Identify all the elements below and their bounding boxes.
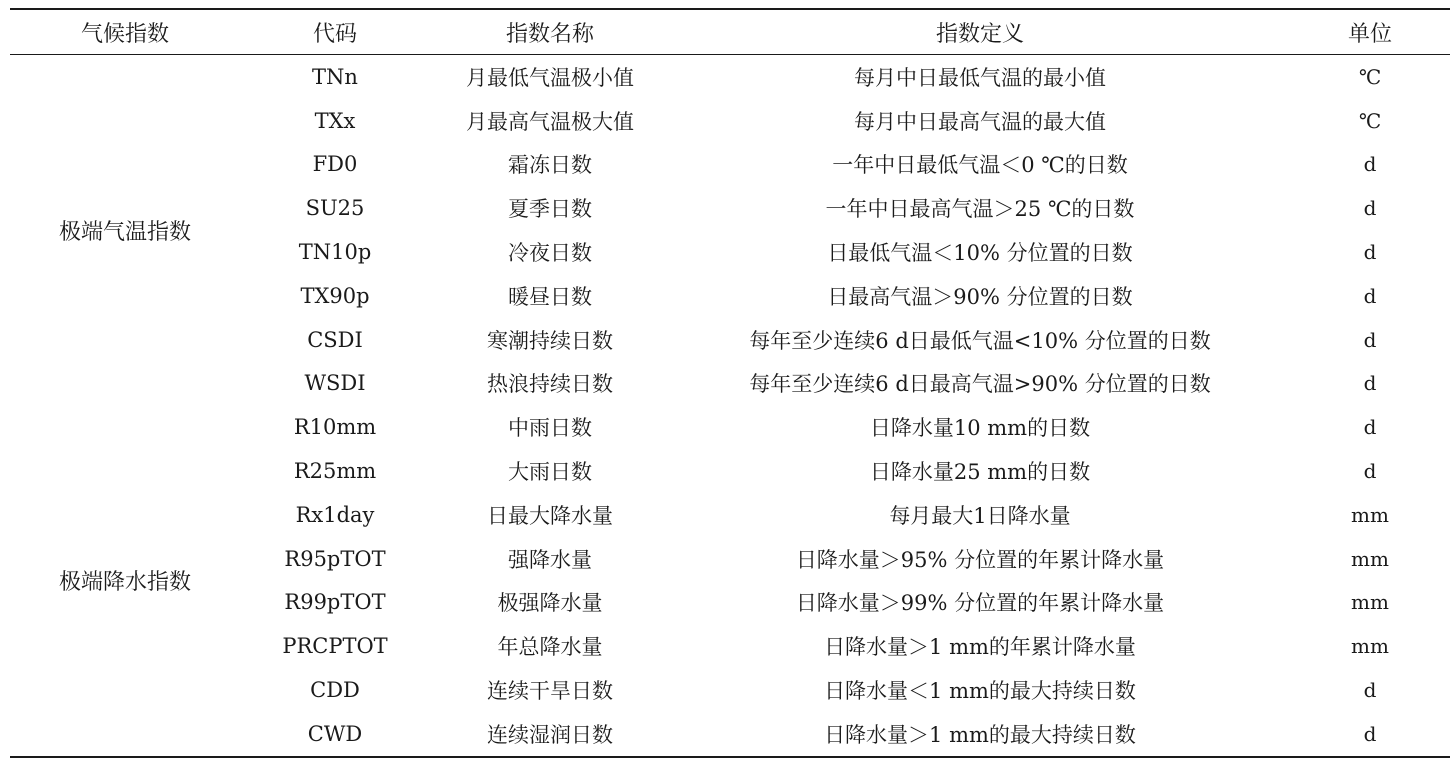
cell-code: CDD (310, 678, 360, 703)
cell-code: R95pTOT (284, 546, 386, 571)
cell-name: 月最低气温极小值 (466, 65, 634, 90)
cell-definition: 每年至少连续6 d日最低气温<10% 分位置的日数 (749, 328, 1211, 353)
cell-unit: d (1363, 371, 1377, 396)
cell-definition: 日降水量＞99% 分位置的年累计降水量 (795, 591, 1165, 616)
cell-name: 极强降水量 (497, 591, 603, 616)
cell-code: CWD (307, 721, 363, 746)
cell-name: 月最高气温极大值 (466, 109, 634, 134)
cell-definition: 每月中日最低气温的最小值 (854, 65, 1106, 90)
cell-definition: 每月最大1日降水量 (889, 503, 1071, 528)
cell-unit: mm (1351, 546, 1389, 571)
cell-name: 暖昼日数 (508, 284, 592, 309)
cell-unit: mm (1351, 634, 1389, 659)
cell-unit: d (1363, 459, 1377, 484)
cell-definition: 日降水量＞95% 分位置的年累计降水量 (795, 547, 1165, 572)
cell-code: R25mm (293, 459, 377, 484)
cell-definition: 每月中日最高气温的最大值 (854, 109, 1106, 134)
table-body (10, 55, 1450, 757)
cell-definition: 日最低气温＜10% 分位置的日数 (827, 241, 1133, 266)
cell-unit: ℃ (1358, 64, 1382, 89)
cell-definition: 每年至少连续6 d日最高气温>90% 分位置的日数 (749, 372, 1211, 397)
cell-unit: d (1363, 327, 1377, 352)
cell-definition: 一年中日最低气温＜0 ℃的日数 (832, 153, 1128, 178)
cell-definition: 一年中日最高气温＞25 ℃的日数 (825, 197, 1135, 222)
cell-name: 日最大降水量 (487, 503, 613, 528)
cell-unit: ℃ (1358, 108, 1382, 133)
cell-name: 热浪持续日数 (487, 372, 613, 397)
cell-unit: mm (1351, 590, 1389, 615)
cell-unit: d (1363, 196, 1377, 221)
cell-definition: 日降水量10 mm的日数 (869, 416, 1091, 441)
cell-definition: 日降水量＞1 mm的年累计降水量 (824, 635, 1136, 660)
cell-name: 冷夜日数 (508, 241, 592, 266)
cell-unit: d (1363, 283, 1377, 308)
cell-code: WSDI (304, 371, 366, 396)
cell-code: SU25 (305, 196, 365, 221)
cell-unit: d (1363, 721, 1377, 746)
cell-code: TNn (312, 64, 358, 89)
cell-name: 大雨日数 (508, 460, 592, 485)
cell-unit: d (1363, 240, 1377, 265)
table-header (10, 9, 1450, 55)
cell-unit: d (1363, 152, 1377, 177)
header-category: 气候指数 (80, 21, 169, 47)
cell-name: 年总降水量 (497, 635, 603, 660)
header-definition: 指数定义 (935, 21, 1024, 47)
cell-definition: 日降水量＞1 mm的最大持续日数 (824, 722, 1136, 747)
cell-name: 连续湿润日数 (487, 722, 613, 747)
cell-name: 霜冻日数 (508, 153, 592, 178)
cell-name: 连续干旱日数 (487, 679, 613, 704)
cell-code: TN10p (298, 240, 372, 265)
cell-code: TXx (314, 108, 356, 133)
table-row (10, 55, 1450, 99)
cell-name: 寒潮持续日数 (487, 328, 613, 353)
cell-name: 中雨日数 (508, 416, 592, 441)
cell-name: 夏季日数 (508, 197, 592, 222)
header-row (10, 9, 1450, 55)
cell-code: TX90p (300, 283, 370, 308)
cell-name: 强降水量 (508, 547, 592, 572)
cell-code: PRCPTOT (282, 634, 388, 659)
cell-code: R99pTOT (284, 590, 386, 615)
cell-definition: 日降水量25 mm的日数 (869, 460, 1091, 485)
header-unit: 单位 (1347, 21, 1392, 47)
cell-code: Rx1day (295, 502, 375, 527)
group-label: 极端气温指数 (58, 219, 191, 245)
climate-index-table (10, 8, 1450, 758)
cell-unit: d (1363, 415, 1377, 440)
cell-code: FD0 (312, 152, 358, 177)
climate-index-table-container (10, 8, 1450, 758)
header-code: 代码 (312, 21, 357, 47)
cell-definition: 日最高气温＞90% 分位置的日数 (827, 284, 1133, 309)
header-name: 指数名称 (505, 21, 594, 47)
table-row (10, 405, 1450, 449)
cell-definition: 日降水量＜1 mm的最大持续日数 (824, 679, 1136, 704)
cell-unit: d (1363, 678, 1377, 703)
cell-unit: mm (1351, 502, 1389, 527)
cell-code: R10mm (293, 415, 377, 440)
group-label: 极端降水指数 (58, 570, 191, 596)
cell-code: CSDI (307, 327, 363, 352)
